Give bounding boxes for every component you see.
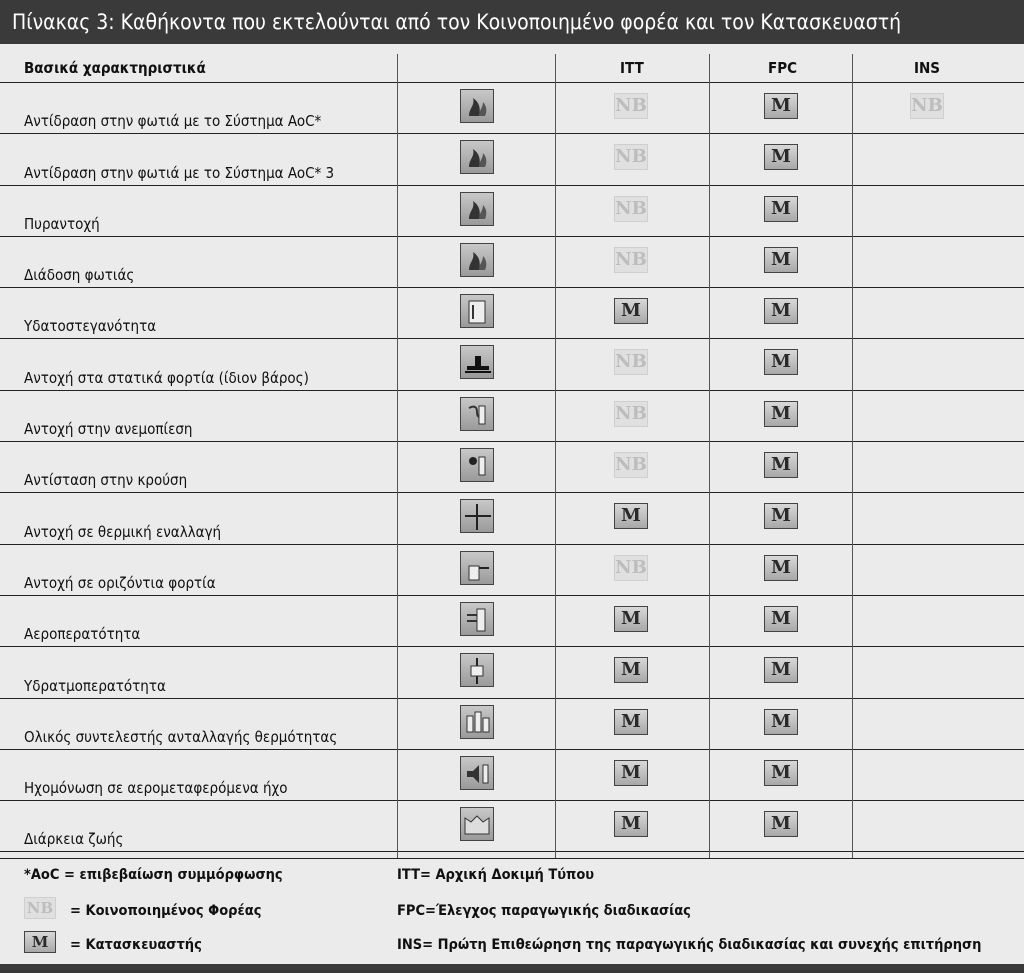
header-itt: ITT	[620, 59, 644, 77]
fpc-m-badge: M	[764, 144, 798, 170]
itt-nb-badge: NB	[614, 401, 648, 427]
itt-m-badge: M	[614, 503, 648, 529]
itt-m-badge: M	[614, 760, 648, 786]
characteristic-label: Αντοχή σε οριζόντια φορτία	[24, 573, 216, 592]
table-row	[0, 596, 1024, 647]
legend-aoc: *AoC = επιβεβαίωση συμμόρφωσης	[24, 867, 283, 883]
header-fpc: FPC	[768, 59, 798, 77]
legend	[0, 858, 1024, 963]
characteristic-label: Αεροπερατότητα	[24, 625, 141, 644]
fpc-m-badge: M	[764, 760, 798, 786]
air-icon	[460, 602, 494, 636]
tasks-table	[0, 54, 1024, 852]
wind-icon	[460, 397, 494, 431]
table-row	[0, 339, 1024, 390]
itt-nb-badge: NB	[614, 196, 648, 222]
table-row	[0, 493, 1024, 544]
characteristic-label: Αντοχή σε θερμική εναλλαγή	[24, 522, 222, 541]
table-row	[0, 801, 1024, 852]
legend-nb: = Κοινοποιημένος Φορέας	[70, 903, 262, 919]
itt-m-badge: M	[614, 298, 648, 324]
fire-icon	[460, 89, 494, 123]
table-row	[0, 391, 1024, 442]
table-row	[0, 83, 1024, 134]
fpc-m-badge: M	[764, 606, 798, 632]
table-row	[0, 545, 1024, 596]
legend-ins: INS= Πρώτη Επιθεώρηση της παραγωγικής διαδικασίας και συνεχής επιτήρηση	[397, 937, 982, 953]
characteristic-label: Ηχομόνωση σε αερομεταφερόμενα ήχο	[24, 779, 288, 798]
itt-nb-badge: NB	[614, 247, 648, 273]
fire-icon	[460, 243, 494, 277]
bottom-bar	[0, 964, 1024, 973]
itt-nb-badge: NB	[614, 93, 648, 119]
characteristic-label: Αντίδραση στην φωτιά με το Σύστημα AoC* 3	[24, 163, 335, 182]
horizontal-load-icon	[460, 551, 494, 585]
vapour-icon	[460, 653, 494, 687]
load-icon	[460, 345, 494, 379]
sound-icon	[460, 756, 494, 790]
table-title: Πίνακας 3: Καθήκοντα που εκτελούνται από τον Κοινοποιημένο φορέα και τον Κατασκευαστή	[0, 0, 1024, 44]
fpc-m-badge: M	[764, 657, 798, 683]
itt-m-badge: M	[614, 606, 648, 632]
column-divider	[852, 54, 853, 859]
characteristic-label: Υδατοστεγανότητα	[24, 317, 157, 336]
header-ins: INS	[914, 59, 941, 77]
itt-nb-badge: NB	[614, 144, 648, 170]
fpc-m-badge: M	[764, 93, 798, 119]
legend-fpc: FPC=Έλεγχος παραγωγικής διαδικασίας	[397, 903, 691, 919]
fpc-m-badge: M	[764, 709, 798, 735]
legend-m-badge: M	[24, 931, 56, 953]
itt-nb-badge: NB	[614, 452, 648, 478]
characteristic-label: Διάδοση φωτιάς	[24, 266, 135, 285]
column-divider	[397, 54, 398, 859]
ins-nb-badge: NB	[910, 93, 944, 119]
table-row	[0, 647, 1024, 698]
header-characteristics: Βασικά χαρακτηριστικά	[24, 59, 206, 77]
characteristic-label: Διάρκεια ζωής	[24, 830, 124, 849]
fpc-m-badge: M	[764, 503, 798, 529]
table-row	[0, 442, 1024, 493]
table-row	[0, 750, 1024, 801]
characteristic-label: Αντοχή στα στατικά φορτία (ίδιον βάρος)	[24, 368, 309, 387]
table-row	[0, 237, 1024, 288]
durability-icon	[460, 807, 494, 841]
thermal-icon	[460, 499, 494, 533]
fpc-m-badge: M	[764, 196, 798, 222]
fpc-m-badge: M	[764, 555, 798, 581]
characteristic-label: Αντοχή στην ανεμοπίεση	[24, 420, 193, 439]
characteristic-label: Αντίσταση στην κρούση	[24, 471, 188, 490]
table-header	[0, 54, 1024, 83]
fpc-m-badge: M	[764, 298, 798, 324]
fpc-m-badge: M	[764, 401, 798, 427]
fire-icon	[460, 140, 494, 174]
table-row	[0, 134, 1024, 185]
table-row	[0, 288, 1024, 339]
table-row	[0, 699, 1024, 750]
heat-icon	[460, 705, 494, 739]
characteristic-label: Ολικός συντελεστής ανταλλαγής θερμότητας	[24, 727, 338, 746]
fpc-m-badge: M	[764, 811, 798, 837]
table-row	[0, 186, 1024, 237]
characteristic-label: Αντίδραση στην φωτιά με το Σύστημα AoC*	[24, 112, 322, 131]
itt-m-badge: M	[614, 811, 648, 837]
fpc-m-badge: M	[764, 247, 798, 273]
itt-m-badge: M	[614, 709, 648, 735]
column-divider	[709, 54, 710, 859]
characteristic-label: Πυραντοχή	[24, 214, 100, 233]
table-body	[0, 83, 1024, 852]
legend-nb-badge: NB	[24, 897, 56, 919]
itt-nb-badge: NB	[614, 555, 648, 581]
water-icon	[460, 294, 494, 328]
column-divider	[555, 54, 556, 859]
fpc-m-badge: M	[764, 452, 798, 478]
itt-nb-badge: NB	[614, 349, 648, 375]
legend-m: = Κατασκευαστής	[70, 937, 202, 953]
characteristic-label: Υδρατμοπερατότητα	[24, 676, 166, 695]
legend-itt: ITT= Αρχική Δοκιμή Τύπου	[397, 867, 595, 883]
fire-icon	[460, 192, 494, 226]
itt-m-badge: M	[614, 657, 648, 683]
fpc-m-badge: M	[764, 349, 798, 375]
impact-icon	[460, 448, 494, 482]
